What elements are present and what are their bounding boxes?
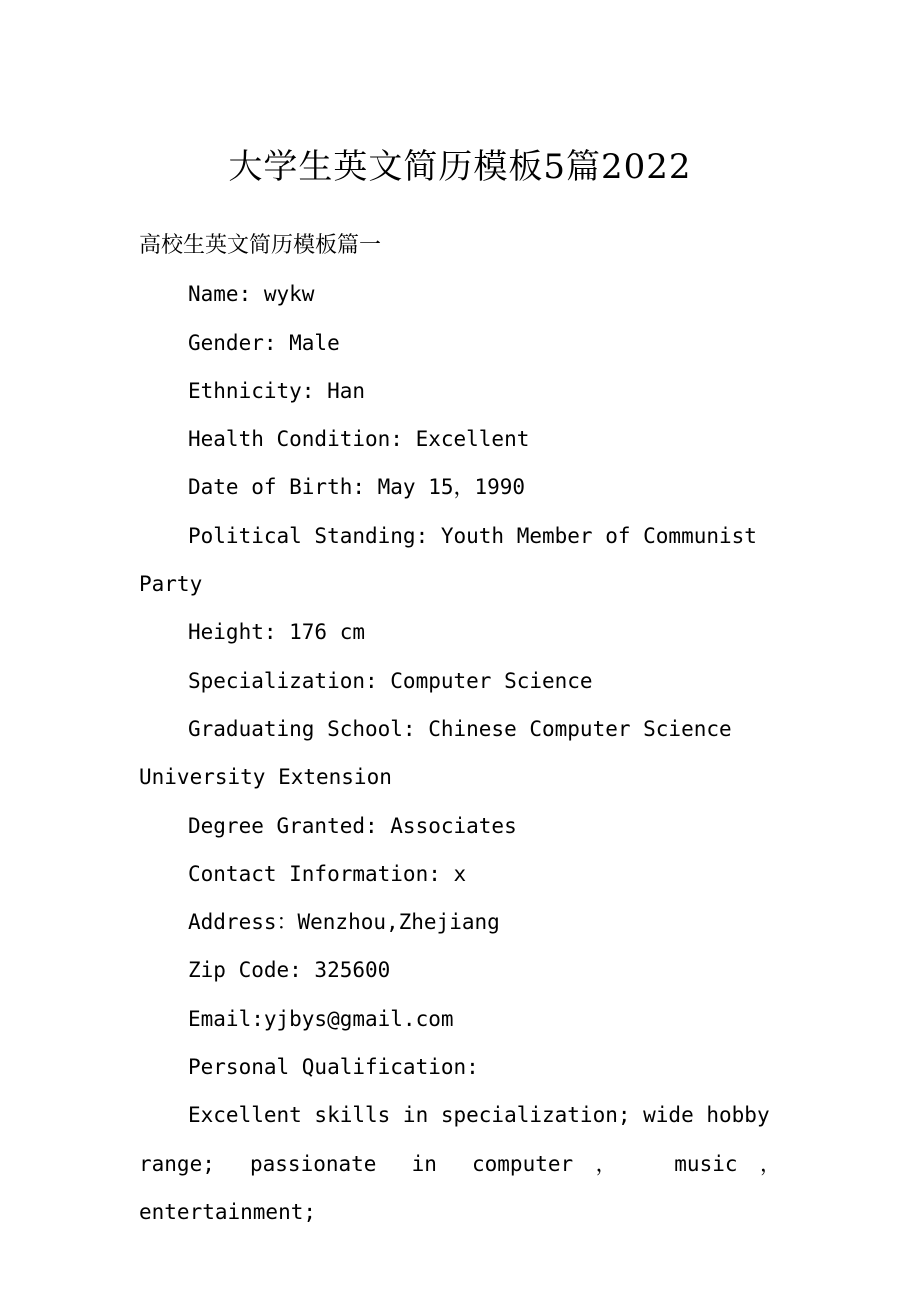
qualification-line-1: Excellent skills in specialization; wide hobby bbox=[188, 1103, 770, 1128]
document-title: 大学生英文简历模板5篇2022 bbox=[228, 147, 692, 187]
field-ethnicity: Ethnicity: Han bbox=[188, 378, 366, 403]
graduating-school-line-1: Graduating School: Chinese Computer Science bbox=[188, 716, 732, 741]
field-name: Name: wykw bbox=[188, 282, 315, 307]
graduating-school-line-2: University Extension bbox=[139, 765, 392, 790]
document-body bbox=[139, 222, 781, 1236]
field-political-standing bbox=[139, 512, 781, 609]
field-date-of-birth: Date of Birth: May 15，1990 bbox=[188, 475, 526, 500]
field-height: Height: 176 cm bbox=[188, 620, 366, 645]
field-email: Email:yjbys@gmail.com bbox=[188, 1006, 454, 1031]
field-health: Health Condition: Excellent bbox=[188, 427, 530, 452]
field-contact: Contact Information: x bbox=[188, 861, 467, 886]
field-degree: Degree Granted: Associates bbox=[188, 813, 517, 838]
qualification-line-2: range; passionate in computer， music， entertainment; bbox=[139, 1151, 781, 1224]
political-standing-line-2: Party bbox=[139, 572, 203, 597]
field-graduating-school bbox=[139, 705, 781, 802]
field-qualification-text bbox=[139, 1091, 781, 1236]
field-qualification-label: Personal Qualification: bbox=[188, 1055, 479, 1080]
political-standing-line-1: Political Standing: Youth Member of Communist bbox=[188, 523, 757, 548]
field-gender: Gender: Male bbox=[188, 330, 340, 355]
field-zip-code: Zip Code: 325600 bbox=[188, 958, 391, 983]
field-address: Address：Wenzhou,Zhejiang bbox=[188, 910, 500, 935]
field-specialization: Specialization: Computer Science bbox=[188, 668, 593, 693]
section-heading: 高校生英文简历模板篇一 bbox=[139, 233, 382, 258]
